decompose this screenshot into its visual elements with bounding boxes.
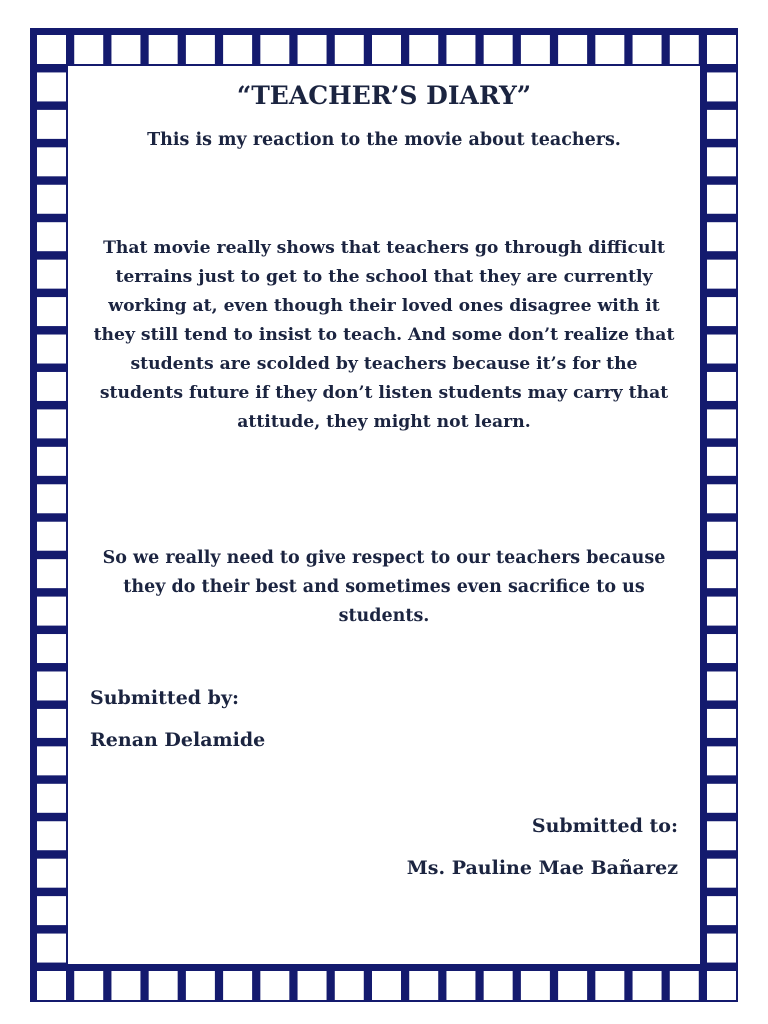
border-tile xyxy=(477,28,515,66)
border-tile xyxy=(700,852,738,890)
border-tile xyxy=(30,627,68,665)
border-tile xyxy=(700,889,738,927)
border-tile xyxy=(700,552,738,590)
border-tile xyxy=(30,814,68,852)
border-tile xyxy=(700,103,738,141)
border-tile xyxy=(365,964,403,1002)
border-tile xyxy=(328,28,366,66)
border-tile xyxy=(30,253,68,291)
border-tile xyxy=(514,28,552,66)
border-tile xyxy=(700,140,738,178)
border-tile xyxy=(588,964,626,1002)
border-tile xyxy=(439,964,477,1002)
border-tile xyxy=(700,290,738,328)
border-tile xyxy=(291,28,329,66)
border-tile xyxy=(439,28,477,66)
border-tile xyxy=(30,889,68,927)
border-tile xyxy=(700,215,738,253)
intro-paragraph: This is my reaction to the movie about teachers. xyxy=(147,130,621,150)
border-tile xyxy=(328,964,366,1002)
border-tile xyxy=(104,28,142,66)
border-tile xyxy=(700,515,738,553)
submitted-to-label: Submitted to: xyxy=(531,815,678,837)
border-tile xyxy=(67,964,105,1002)
border-tile xyxy=(700,739,738,777)
border-tile xyxy=(477,964,515,1002)
border-tile xyxy=(30,290,68,328)
border-tile xyxy=(179,28,217,66)
border-tile xyxy=(30,852,68,890)
border-tile xyxy=(253,28,291,66)
border-tile xyxy=(30,28,68,66)
border-tile xyxy=(700,814,738,852)
border-tile xyxy=(700,328,738,366)
border-tile xyxy=(30,664,68,702)
border-tile xyxy=(30,964,68,1002)
border-tile xyxy=(30,103,68,141)
submitted-by-label: Submitted by: xyxy=(90,687,240,709)
border-tile xyxy=(626,964,664,1002)
page-title: “TEACHER’S DIARY” xyxy=(236,81,532,110)
border-tile xyxy=(30,777,68,815)
border-tile xyxy=(291,964,329,1002)
border-tile xyxy=(30,702,68,740)
border-tile xyxy=(588,28,626,66)
border-tile xyxy=(30,477,68,515)
border-tile xyxy=(30,552,68,590)
border-tile xyxy=(663,28,701,66)
border-tile xyxy=(700,402,738,440)
border-tile xyxy=(67,28,105,66)
border-tile xyxy=(700,664,738,702)
border-tile xyxy=(700,178,738,216)
border-tile xyxy=(700,777,738,815)
border-tile xyxy=(30,402,68,440)
border-tile xyxy=(30,440,68,478)
border-tile xyxy=(216,964,254,1002)
border-tile xyxy=(700,65,738,103)
border-tile xyxy=(551,964,589,1002)
border-tile xyxy=(700,627,738,665)
border-tile xyxy=(30,515,68,553)
border-tile xyxy=(30,178,68,216)
border-tile xyxy=(104,964,142,1002)
border-tile xyxy=(365,28,403,66)
diary-page xyxy=(88,80,680,940)
border-tile xyxy=(179,964,217,1002)
border-tile xyxy=(700,590,738,628)
border-tile xyxy=(253,964,291,1002)
border-tile xyxy=(402,28,440,66)
conclusion-paragraph: So we really need to give respect to our teachers because they do their best and sometimes even sacrifice to us students. xyxy=(102,548,666,626)
border-tile xyxy=(402,964,440,1002)
border-tile xyxy=(142,964,180,1002)
border-tile xyxy=(700,927,738,965)
border-tile xyxy=(30,365,68,403)
border-tile xyxy=(626,28,664,66)
border-tile xyxy=(700,477,738,515)
border-tile xyxy=(30,739,68,777)
border-tile xyxy=(30,215,68,253)
border-tile xyxy=(700,702,738,740)
submitted-to-name: Ms. Pauline Mae Bañarez xyxy=(406,857,678,879)
border-tile xyxy=(142,28,180,66)
border-tile xyxy=(30,65,68,103)
body-paragraph: That movie really shows that teachers go through difficult terrains just to get to the school that they are currently working at, even though their loved ones disagree with it they still tend to insist to teach. And some don’t realize that students are scolded by teachers because it’s for the students future if they don’t listen students may carry that attitude, they might not learn. xyxy=(93,238,675,432)
border-tile xyxy=(700,440,738,478)
submitted-by-name: Renan Delamide xyxy=(90,729,266,751)
border-tile xyxy=(216,28,254,66)
border-tile xyxy=(30,927,68,965)
border-tile xyxy=(700,28,738,66)
border-tile xyxy=(700,365,738,403)
border-tile xyxy=(663,964,701,1002)
border-tile xyxy=(700,964,738,1002)
border-tile xyxy=(700,253,738,291)
border-tile xyxy=(30,328,68,366)
border-tile xyxy=(514,964,552,1002)
border-tile xyxy=(551,28,589,66)
border-tile xyxy=(30,140,68,178)
border-tile xyxy=(30,590,68,628)
